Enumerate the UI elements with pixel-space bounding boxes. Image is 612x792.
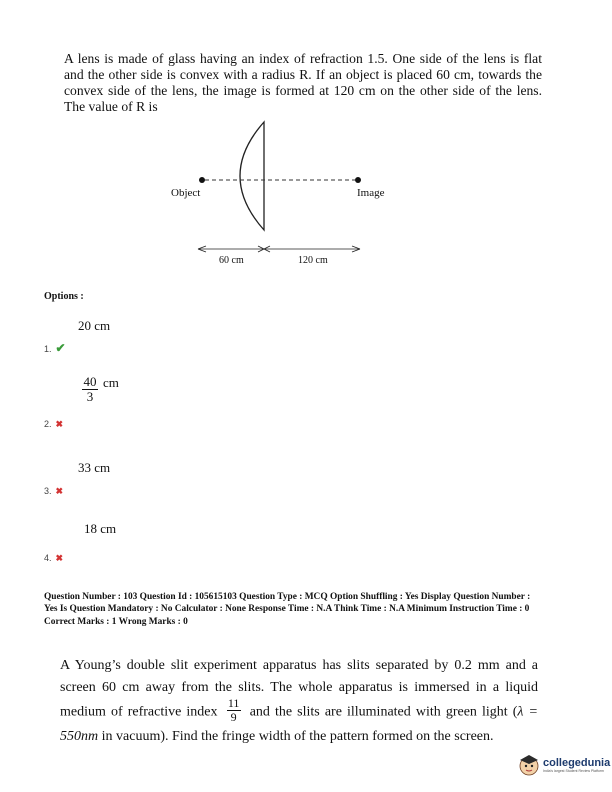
option-1-text: 20 cm — [78, 318, 111, 333]
option-4-marker — [44, 548, 63, 566]
question-2-part3: in vacuum). Find the fringe width of the pattern formed on the screen. — [101, 729, 494, 744]
question-meta — [44, 591, 574, 628]
meta-line-2: Yes Is Question Mandatory : No Calculator : None Response Time : N.A Think Time : N.A Minimum Instruction Time : 0 — [44, 604, 530, 615]
question-1-text: A lens is made of glass having an index of refraction 1.5. One side of the lens is flat and the other side is convex with a radius R. If an object is placed 60 cm, towards the convex side of the lens, the image is formed at 120 cm on the other side of the lens. The value of R is — [64, 51, 542, 114]
option-1-marker — [44, 339, 66, 357]
object-label: Object — [171, 187, 201, 199]
option-2-number: 2. — [44, 419, 52, 429]
option-1-number: 1. — [44, 344, 52, 354]
option-2-denominator: 3 — [86, 389, 94, 404]
wavelength-value: λ = 550nm — [60, 704, 538, 744]
wrong-cross-icon: ✖ — [55, 486, 64, 496]
collegedunia-logo — [518, 752, 610, 778]
mascot-icon — [518, 752, 540, 778]
lens-shape — [240, 122, 264, 230]
logo-name: collegedunia — [543, 757, 611, 769]
wrong-cross-icon: ✖ — [55, 553, 64, 563]
correct-check-icon: ✔ — [55, 341, 66, 355]
distance-image: 120 cm — [298, 255, 328, 266]
object-dot — [199, 177, 205, 183]
options-label: Options : — [44, 291, 84, 302]
option-3-number: 3. — [44, 486, 52, 496]
fraction-denominator: 9 — [230, 710, 237, 724]
fraction-numerator: 11 — [227, 696, 240, 710]
distance-object: 60 cm — [219, 255, 244, 266]
option-2-unit: cm — [103, 375, 119, 391]
refractive-index-fraction — [227, 697, 241, 724]
image-label: Image — [357, 187, 385, 199]
option-2-numerator: 40 — [83, 374, 97, 389]
question-2-part2: and the slits are illuminated with green light ( — [249, 704, 518, 720]
question-2-part1: A Young’s double slit experiment apparatus has slits separated by 0.2 mm and a screen 60 cm away from the slits. The whole apparatus is immersed in a liquid medium of refractive index — [60, 658, 538, 720]
option-4-number: 4. — [44, 553, 52, 563]
option-3-marker — [44, 481, 63, 499]
meta-line-3: Correct Marks : 1 Wrong Marks : 0 — [44, 616, 188, 627]
option-2-fraction — [82, 375, 98, 404]
logo-tagline: India's largest Student Review Platform — [543, 769, 604, 773]
meta-line-1: Question Number : 103 Question Id : 105615103 Question Type : MCQ Option Shuffling : Yes Display Question Number : — [44, 592, 531, 602]
wrong-cross-icon: ✖ — [55, 419, 64, 429]
image-dot — [355, 177, 361, 183]
option-2-marker — [44, 414, 63, 432]
question-2-text — [60, 655, 538, 748]
option-4-text: 18 cm — [84, 521, 117, 536]
option-3-text: 33 cm — [78, 460, 111, 475]
lens-diagram — [160, 115, 400, 275]
option-2-text — [82, 375, 119, 404]
